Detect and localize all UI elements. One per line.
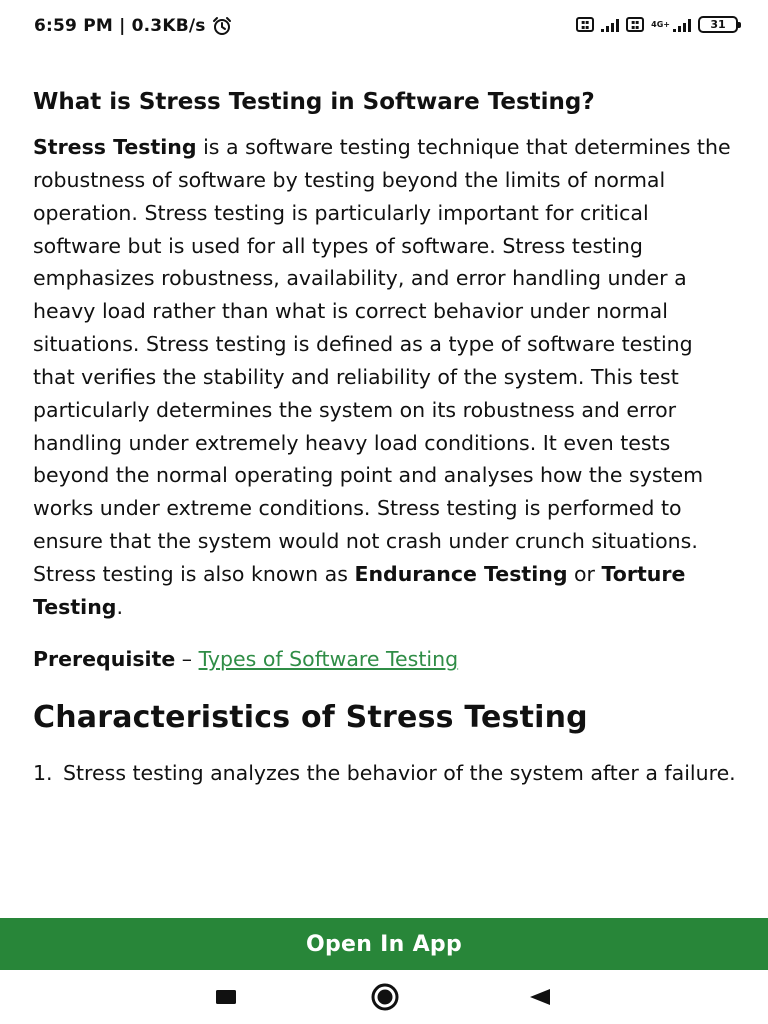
body-text: . <box>116 594 123 619</box>
signal-strength-icon <box>601 18 619 32</box>
body-text: is a software testing technique that determines the robustness of software by testing beyond the limits of normal operation. Stress testing is particularly important for critical software but is used for all types of software. Stress testing emphasizes robustness, availability, and error handling under a heavy load rather than what is correct behavior under normal situations. Stress testing is defined as a type of software testing that verifies the stability and reliability of the system. This test particularly determines the system on its robustness and error handling under extremely heavy load conditions. It even tests beyond the normal operating point and analyses how the system works under extreme conditions. Stress testing is performed to ensure that the system would not crash under crunch situations. Stress testing is also known as <box>33 135 731 586</box>
open-in-app-label: Open In App <box>305 931 463 957</box>
term-stress-testing: Stress Testing <box>33 135 197 159</box>
open-in-app-button[interactable] <box>0 918 768 970</box>
navigation-bar <box>0 970 768 1024</box>
status-bar <box>0 0 768 56</box>
body-text: or <box>567 561 602 586</box>
section-title: Characteristics of Stress Testing <box>33 699 588 735</box>
list-item-text: Stress testing analyzes the behavior of the system after a failure. <box>63 760 736 785</box>
term-torture-testing: Torture Testing <box>33 561 686 619</box>
prerequisite-label: Prerequisite <box>33 646 176 671</box>
home-button[interactable] <box>365 982 405 1012</box>
prerequisite-line <box>33 644 737 674</box>
volte-icon: ▪▪ ▪▪ <box>626 17 644 32</box>
back-button[interactable] <box>520 982 560 1012</box>
list-item-number: 1. <box>33 760 53 785</box>
types-of-software-testing-link[interactable]: Types of Software Testing <box>198 646 459 671</box>
article-title: What is Stress Testing in Software Testing? <box>33 89 595 115</box>
volte-icon: ▪▪ ▪▪ <box>576 17 594 32</box>
recents-icon <box>214 988 238 1006</box>
article-body <box>33 131 737 624</box>
battery-level: 31 <box>710 18 726 31</box>
status-time-speed: 6:59 PM | 0.3KB/s <box>34 16 206 36</box>
status-left <box>34 16 232 36</box>
recents-button[interactable] <box>206 982 246 1012</box>
signal-strength-icon <box>673 18 691 32</box>
prerequisite-dash: – <box>175 646 199 671</box>
list-item <box>33 758 737 788</box>
alarm-clock-icon <box>212 16 232 36</box>
battery-icon <box>698 16 738 33</box>
status-right <box>576 16 738 33</box>
network-type-label: 4G+ <box>651 20 670 29</box>
article-content <box>33 86 737 788</box>
term-endurance-testing: Endurance Testing <box>354 561 568 586</box>
home-icon <box>367 982 403 1012</box>
back-icon <box>527 987 553 1007</box>
